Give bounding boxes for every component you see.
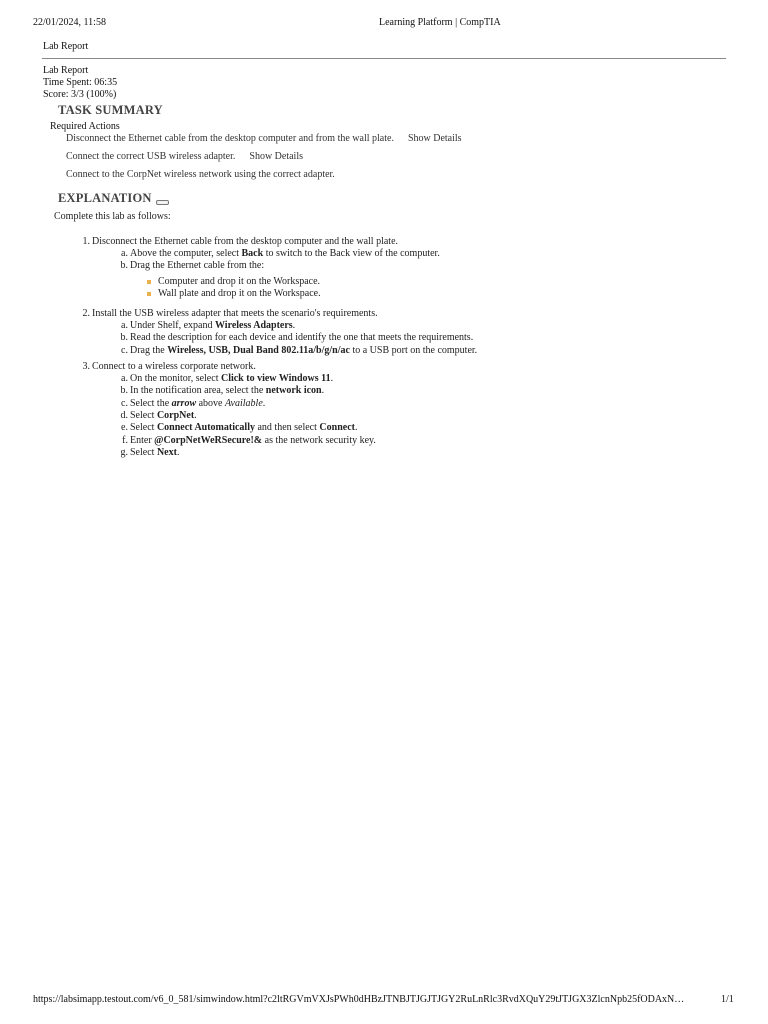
substep-text: and then select bbox=[254, 422, 320, 434]
required-action bbox=[66, 133, 462, 145]
bullet-item: Computer and drop it on the Workspace. bbox=[158, 275, 321, 287]
substep-item bbox=[116, 447, 179, 459]
substep-text: Drag the Ethernet cable from the: bbox=[130, 260, 265, 272]
substep-item bbox=[116, 373, 333, 385]
substep-emphasis: Next bbox=[156, 446, 177, 458]
substep-letter: a. bbox=[121, 320, 128, 331]
substep-text: Enter bbox=[130, 434, 155, 446]
substep-letter: b. bbox=[120, 260, 128, 272]
required-action bbox=[66, 169, 335, 181]
substep-text: . bbox=[354, 422, 358, 434]
substep-letter: d. bbox=[120, 409, 128, 421]
substep-item bbox=[116, 332, 473, 344]
substep-item bbox=[116, 248, 440, 260]
substep-letter: e. bbox=[121, 422, 128, 434]
show-details-link[interactable]: Show Details bbox=[407, 133, 462, 144]
substep-emphasis: CorpNet bbox=[156, 409, 195, 421]
bullet-marker bbox=[147, 292, 151, 296]
print-date: 22/01/2024, 11:58 bbox=[33, 17, 106, 28]
score: Score: 3/3 (100%) bbox=[43, 89, 117, 100]
substep-item bbox=[116, 260, 264, 272]
substep-text: . bbox=[292, 320, 296, 331]
substep-letter: a. bbox=[121, 248, 128, 259]
substep-text: Under Shelf, expand bbox=[130, 320, 215, 331]
substep-emphasis: Connect Automatically bbox=[156, 422, 255, 434]
substep-text: . bbox=[321, 385, 325, 397]
substep-text: Select bbox=[130, 409, 157, 421]
substep-letter: b. bbox=[120, 385, 128, 397]
substep-emphasis: Available bbox=[225, 397, 263, 409]
substep-emphasis: network icon bbox=[265, 385, 322, 397]
substep-emphasis: arrow bbox=[171, 397, 197, 409]
substep-text: . bbox=[194, 409, 197, 421]
step-item bbox=[78, 236, 398, 248]
step-text: Connect to a wireless corporate network. bbox=[92, 361, 256, 372]
substep-item bbox=[116, 345, 477, 357]
header-divider bbox=[42, 58, 726, 59]
substep-text: to a USB port on the computer. bbox=[349, 344, 478, 356]
required-action bbox=[66, 151, 303, 163]
substep-item bbox=[116, 435, 376, 447]
substep-text: as the network security key. bbox=[262, 434, 376, 446]
substep-text: above bbox=[196, 397, 225, 409]
substep-text: In the notification area, select the bbox=[130, 385, 266, 397]
substep-emphasis: Back bbox=[241, 248, 264, 259]
required-actions-heading: Required Actions bbox=[50, 121, 120, 132]
substep-text: On the monitor, select bbox=[130, 373, 221, 384]
substep-text: Select bbox=[130, 422, 157, 434]
action-text: Connect the correct USB wireless adapter. bbox=[66, 151, 236, 162]
explanation-heading bbox=[58, 192, 169, 205]
step-item bbox=[78, 308, 378, 320]
step-text: Disconnect the Ethernet cable from the desktop computer and the wall plate. bbox=[92, 236, 399, 247]
step-text: Install the USB wireless adapter that meets the scenario's requirements. bbox=[92, 308, 378, 319]
action-text: Disconnect the Ethernet cable from the desktop computer and from the wall plate. bbox=[66, 133, 394, 144]
substep-letter: f. bbox=[122, 434, 128, 446]
print-page-title: Learning Platform | CompTIA bbox=[379, 17, 501, 28]
task-summary-heading: TASK SUMMARY bbox=[58, 103, 163, 117]
page-label: Lab Report bbox=[43, 41, 89, 52]
substep-item bbox=[116, 422, 357, 434]
substep-text: . bbox=[262, 397, 266, 409]
substep-item bbox=[116, 320, 295, 332]
step-number: 2. bbox=[82, 308, 90, 319]
substep-letter: b. bbox=[120, 332, 128, 344]
step-number: 1. bbox=[82, 236, 90, 247]
substep-text: Select the bbox=[130, 397, 172, 409]
substep-letter: c. bbox=[121, 344, 128, 356]
substep-letter: a. bbox=[121, 373, 128, 384]
substep-text: to switch to the Back view of the computer. bbox=[263, 248, 440, 259]
substep-text: Read the description for each device and identify the one that meets the requirements. bbox=[130, 332, 474, 344]
time-spent: Time Spent: 06:35 bbox=[43, 77, 118, 88]
substep-text: . bbox=[176, 446, 180, 458]
substep-emphasis: Wireless, USB, Dual Band 802.11a/b/g/n/ac bbox=[167, 344, 350, 356]
step-item bbox=[78, 361, 256, 373]
explanation-heading-text: EXPLANATION bbox=[58, 191, 152, 205]
report-title: Lab Report bbox=[43, 65, 89, 76]
substep-letter: g. bbox=[120, 446, 128, 458]
substep-text: . bbox=[330, 373, 334, 384]
substep-emphasis: Click to view Windows 11 bbox=[220, 373, 331, 384]
substep-text: Select bbox=[130, 446, 157, 458]
step-number: 3. bbox=[82, 361, 90, 372]
explanation-intro: Complete this lab as follows: bbox=[54, 211, 171, 222]
substep-emphasis: Wireless Adapters bbox=[214, 320, 293, 331]
print-page-number: 1/1 bbox=[721, 994, 734, 1005]
bullet-marker bbox=[147, 280, 151, 284]
substep-item bbox=[116, 410, 197, 422]
substep-item bbox=[116, 398, 265, 410]
print-url: https://labsimapp.testout.com/v6_0_581/simwindow.html?c2ltRGVmVXJsPWh0dHBzJTNBJTJGJTJGY2RuLnRlc3RvdXQuY29tJTJGX3ZlcnNpb25fODAxN… bbox=[33, 994, 685, 1005]
collapse-toggle-button[interactable] bbox=[156, 200, 169, 205]
substep-item bbox=[116, 385, 324, 397]
action-text: Connect to the CorpNet wireless network using the correct adapter. bbox=[66, 169, 335, 180]
substep-text: Above the computer, select bbox=[130, 248, 242, 259]
bullet-item: Wall plate and drop it on the Workspace. bbox=[158, 287, 321, 299]
substep-text: Drag the bbox=[130, 344, 168, 356]
substep-letter: c. bbox=[121, 397, 128, 409]
substep-emphasis: Connect bbox=[319, 422, 355, 434]
show-details-link[interactable]: Show Details bbox=[249, 151, 303, 162]
substep-emphasis: @CorpNetWeRSecure!& bbox=[154, 434, 263, 446]
